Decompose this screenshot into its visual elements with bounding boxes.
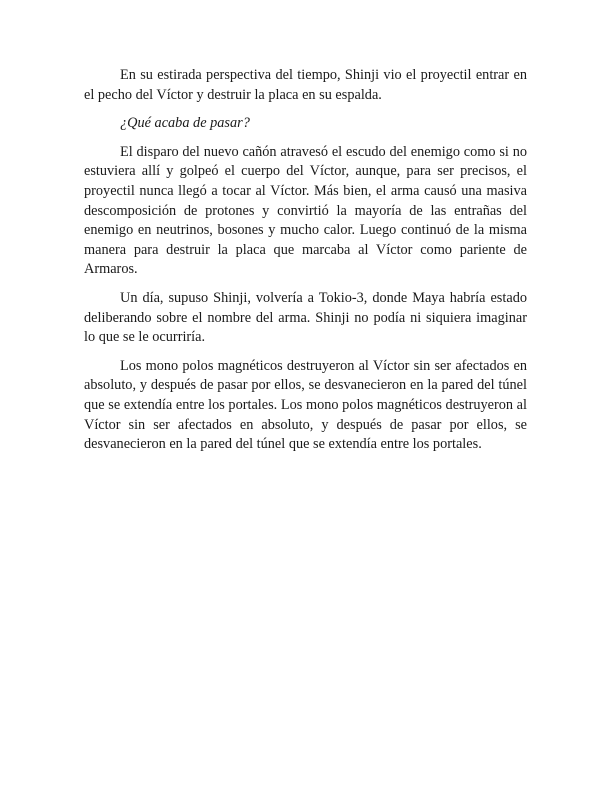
paragraph-5: Los mono polos magnéticos destruyeron al Víctor sin ser afectados en absoluto, y después de pasar por ellos, se desvanecieron en la pared del túnel que se extendía entre los portales. Los mono polos magnéticos destruyeron al Víctor sin ser afectados en absoluto, y después de pasar por ellos, se desvanecieron en la pared del túnel que se extendía entre los portales.	[84, 357, 527, 453]
paragraph-1: En su estirada perspectiva del tiempo, Shinji vio el proyectil entrar en el pecho del Víctor y destruir la placa en su espalda.	[84, 67, 527, 103]
paragraph-4: Un día, supuso Shinji, volvería a Tokio-3, donde Maya habría estado deliberando sobre el nombre del arma. Shinji no podía ni siquiera imaginar lo que se le ocurriría.	[84, 289, 527, 346]
paragraph-3: El disparo del nuevo cañón atravesó el escudo del enemigo como si no estuviera allí y golpeó el cuerpo del Víctor, aunque, para ser precisos, el proyectil nunca llegó a tocar al Víctor. Más bien, el arma causó una masiva descomposición de protones y convirtió la mayoría de las entrañas del enemigo en neutrinos, bosones y mucho calor. Luego continuó de la misma manera para destruir la placa que marcaba al Víctor como pariente de Armaros.	[84, 143, 527, 278]
body-text	[84, 66, 527, 464]
paragraph-2-italic-thought: ¿Qué acaba de pasar?	[120, 115, 250, 132]
